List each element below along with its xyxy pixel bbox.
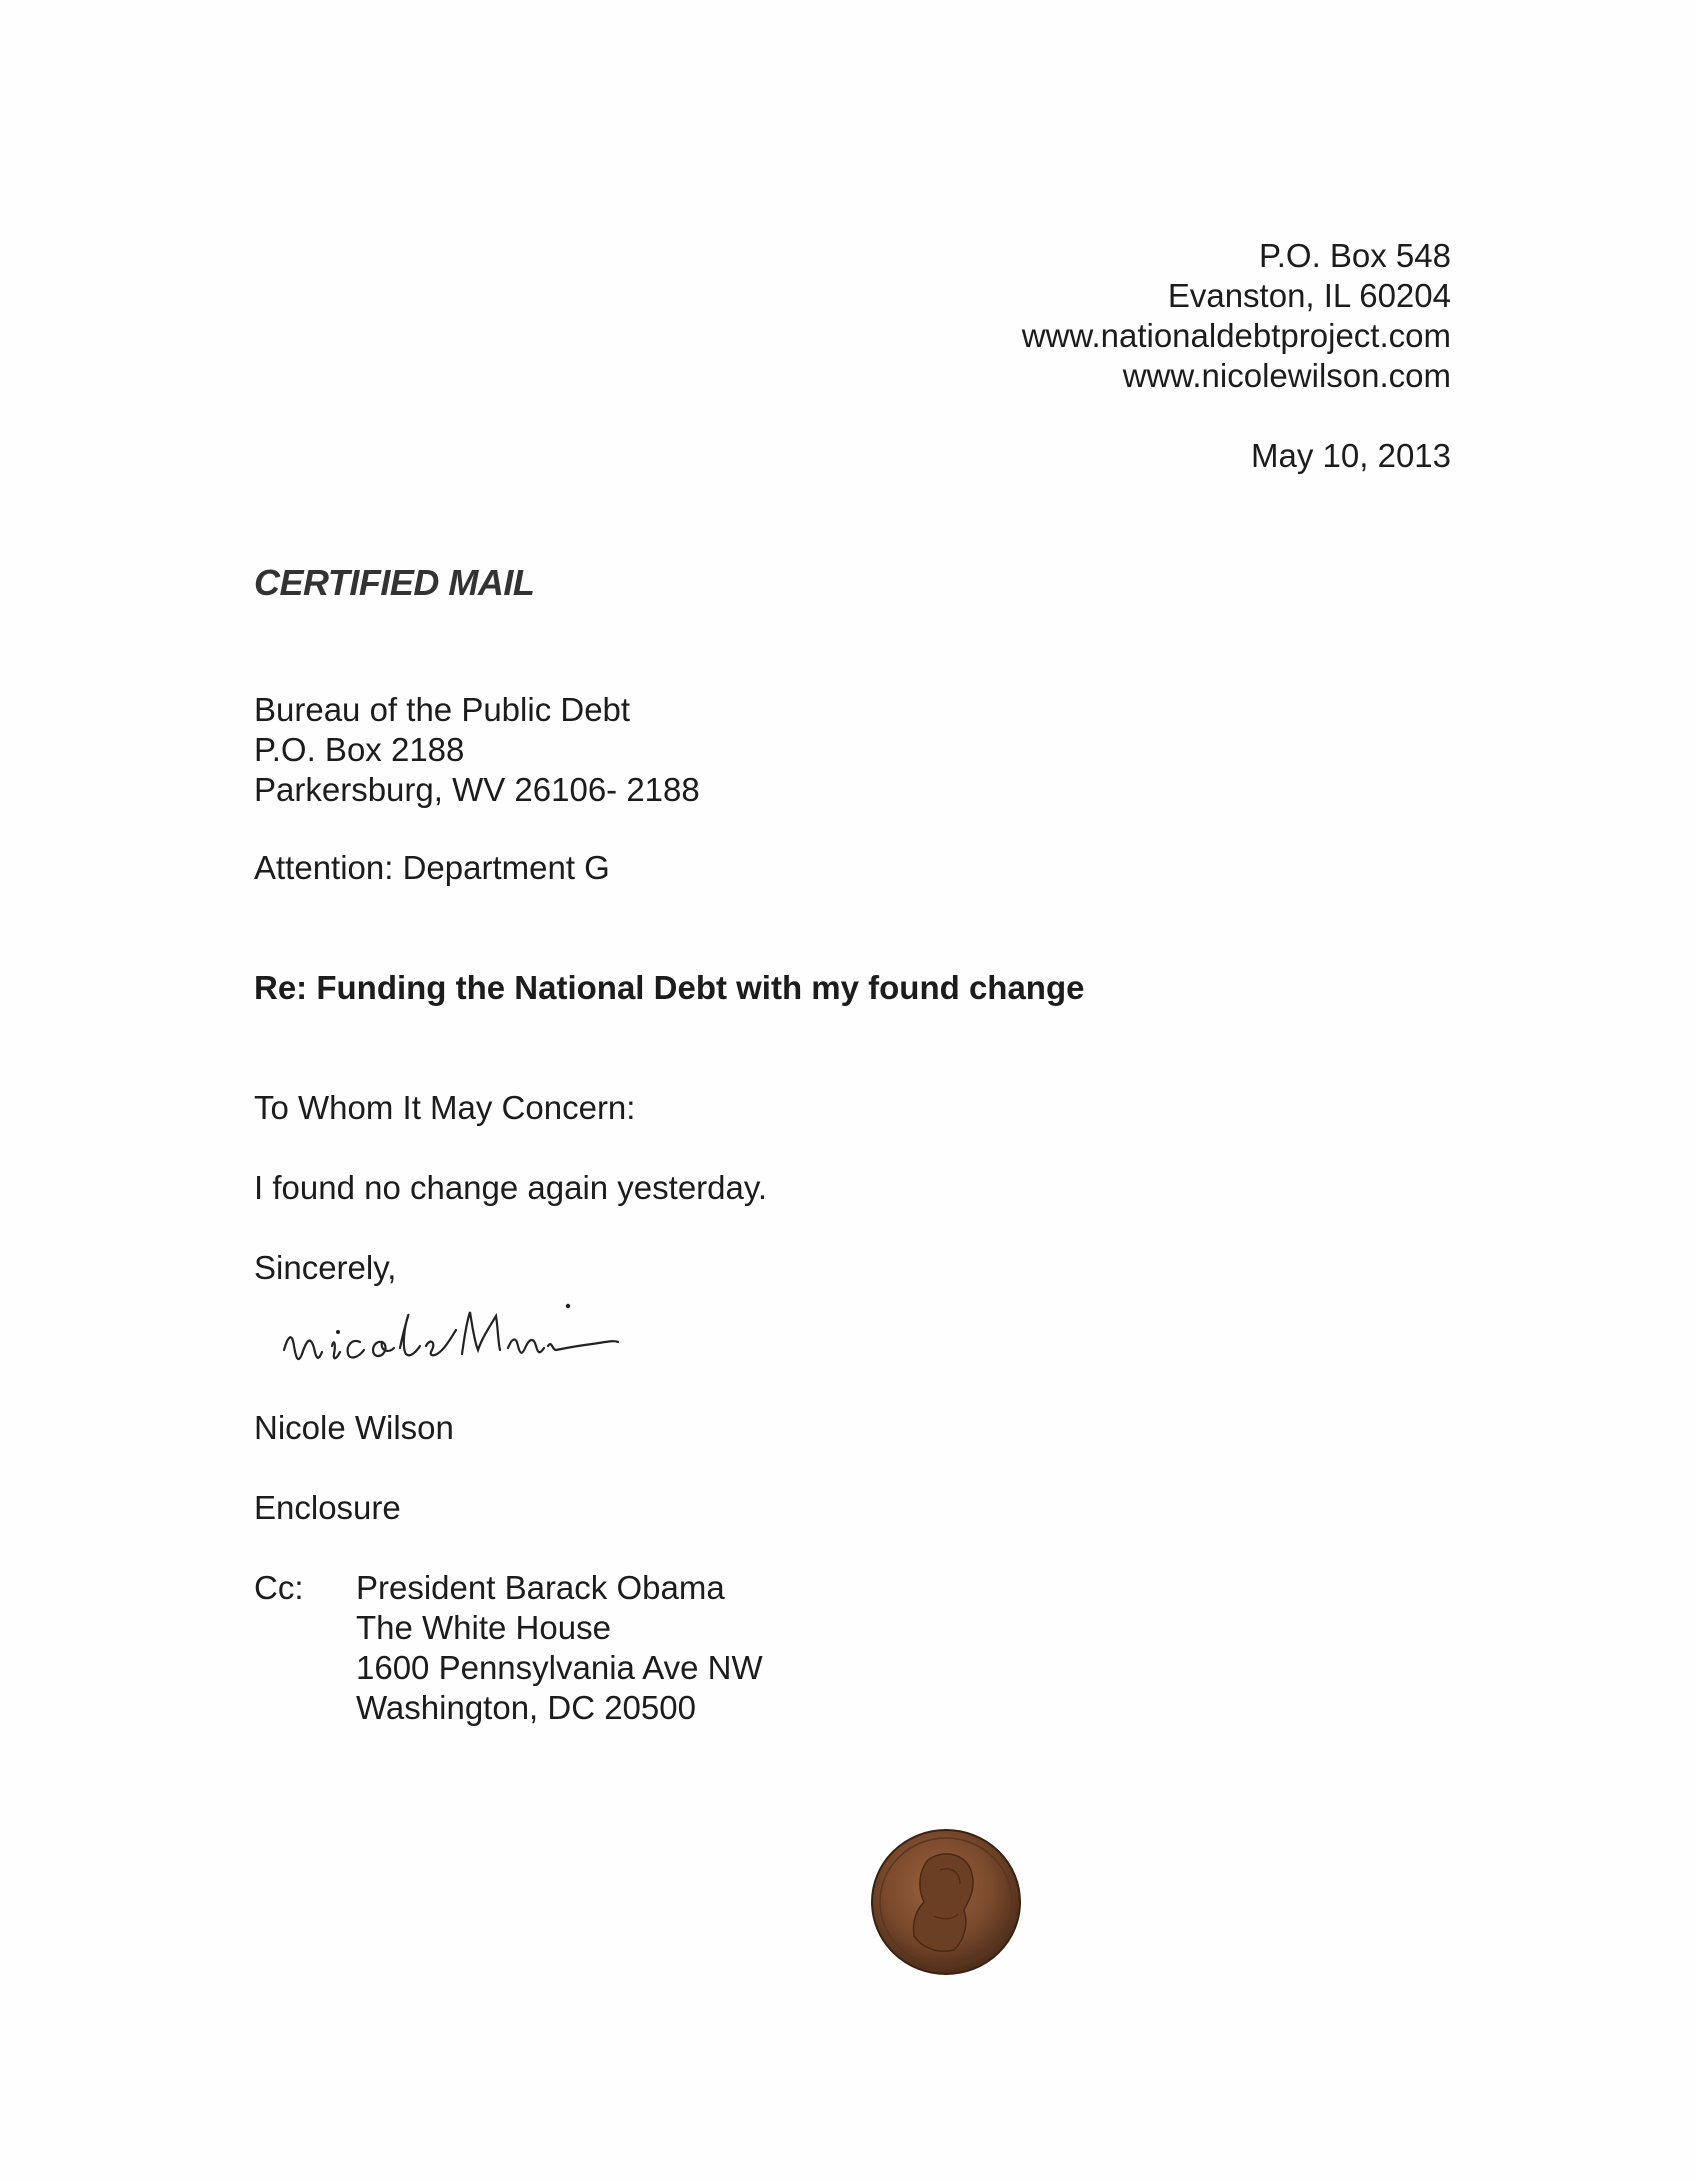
sender-address-block: [1022, 236, 1451, 396]
sender-address-line2: Evanston, IL 60204: [1167, 277, 1451, 314]
salutation: [254, 1088, 635, 1128]
cc-name: President Barack Obama: [356, 1569, 725, 1606]
subject-line: Re: Funding the National Debt with my found change: [254, 969, 1085, 1006]
handwritten-signature: [276, 1288, 706, 1398]
sender-website-2: www.nicolewilson.com: [1122, 357, 1451, 394]
cc-address-block: [356, 1568, 763, 1728]
cc-address-line2: The White House: [356, 1609, 611, 1646]
enclosure-notation: [254, 1488, 401, 1528]
letter-body: [254, 1168, 767, 1208]
certified-mail-label: CERTIFIED MAIL: [254, 562, 535, 603]
body-text: I found no change again yesterday.: [254, 1169, 768, 1206]
penny-image: [868, 1826, 1024, 1978]
cc-address-line3: 1600 Pennsylvania Ave NW: [356, 1649, 763, 1686]
signer-name-text: Nicole Wilson: [254, 1409, 454, 1446]
recipient-address-line1: P.O. Box 2188: [254, 731, 465, 768]
sender-website-1: www.nationaldebtproject.com: [1021, 317, 1451, 354]
recipient-address-line2: Parkersburg, WV 26106- 2188: [254, 771, 700, 808]
closing: [254, 1248, 396, 1288]
signer-name: [254, 1408, 454, 1448]
letter-date: May 10, 2013: [1251, 437, 1451, 474]
attention-line: [254, 848, 610, 888]
closing-text: Sincerely,: [254, 1249, 397, 1286]
recipient-name: Bureau of the Public Debt: [254, 691, 631, 728]
cc-label: Cc:: [254, 1569, 304, 1606]
cc-address-line4: Washington, DC 20500: [356, 1689, 696, 1726]
sender-address-line1: P.O. Box 548: [1258, 237, 1451, 274]
enclosure-text: Enclosure: [254, 1489, 401, 1526]
attention-text: Attention: Department G: [254, 849, 610, 886]
recipient-address-block: [254, 690, 700, 810]
salutation-text: To Whom It May Concern:: [254, 1089, 636, 1126]
